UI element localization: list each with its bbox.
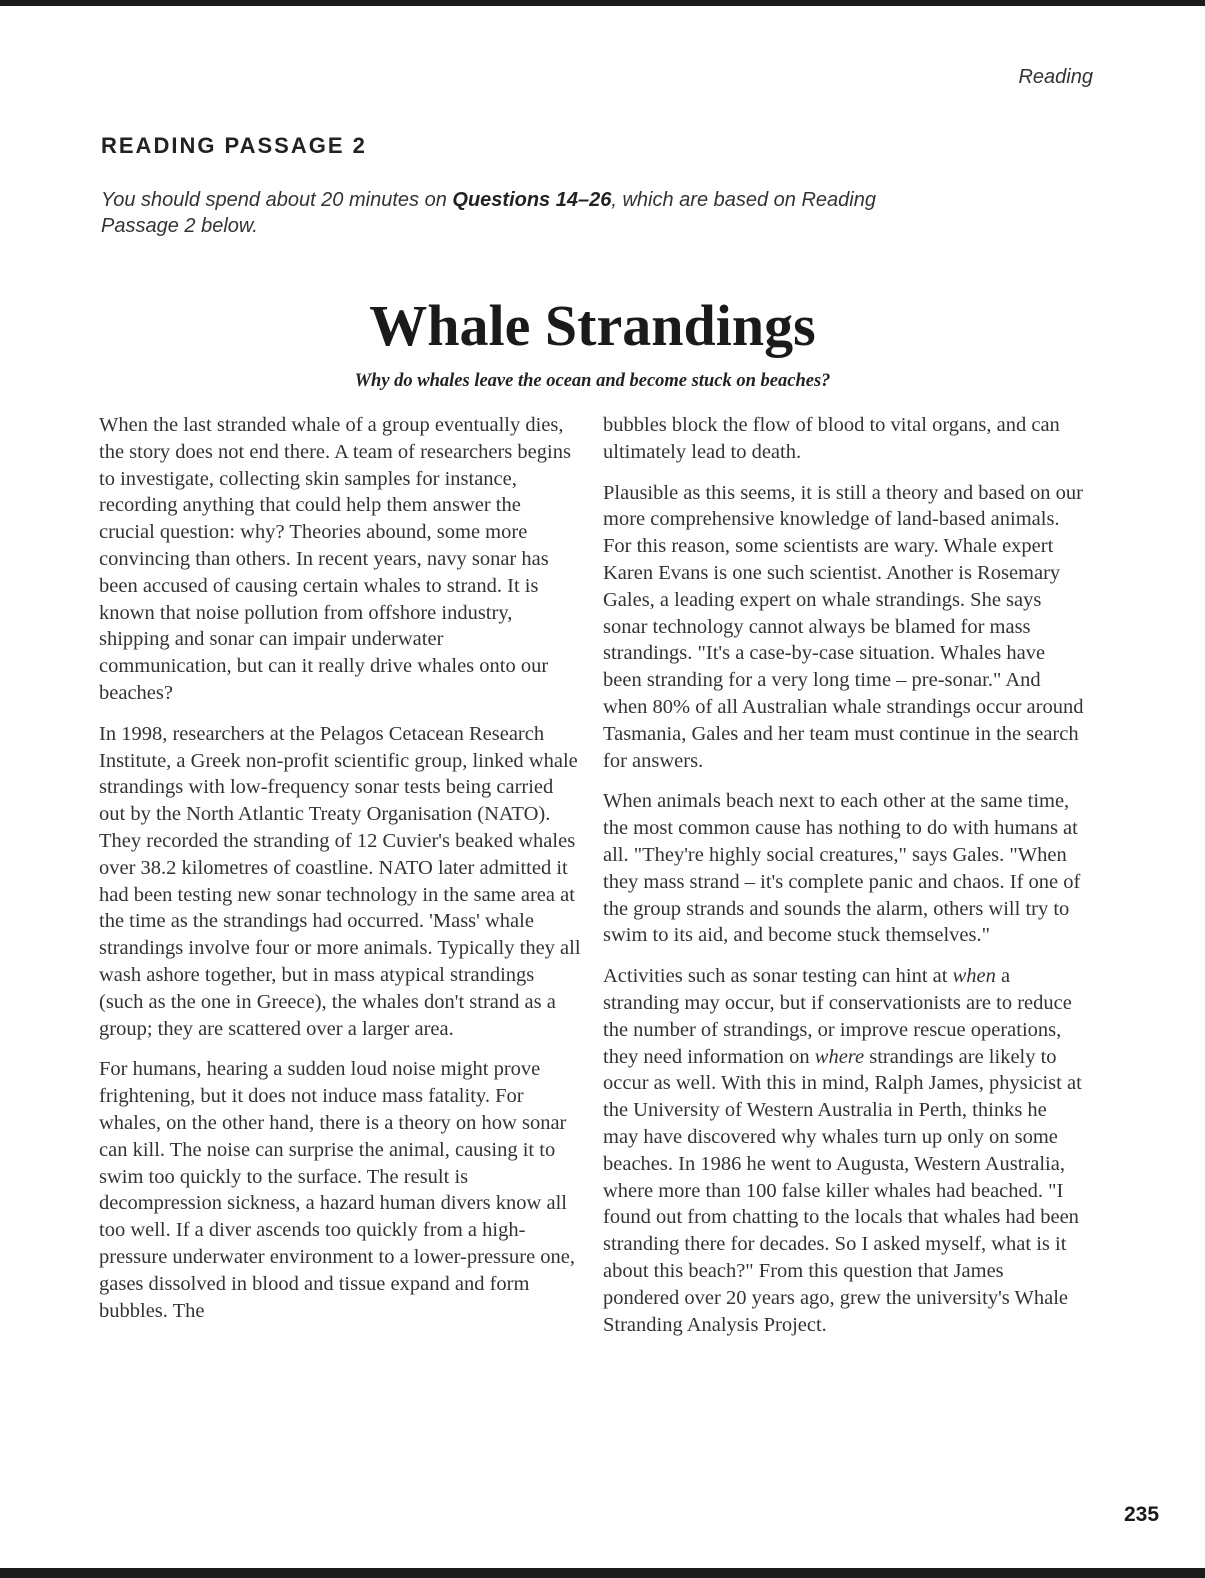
paragraph-text: strandings are likely to occur as well. With this in mind, Ralph James, physicist at the University of Western Australia in Perth, thinks he may have discovered why whales turn up only on some beaches. In 1986 he went to Augusta, Western Australia, where more than 100 false killer whales had beached. "I found out from chatting to the locals that whales had been stranding there for decades. So I asked myself, what is it about this beach?" From this question that James pondered over 20 years ago, grew the university's Whale Stranding Analysis Project. <box>603 1045 1082 1336</box>
instruction-prefix: You should spend about 20 minutes on <box>101 189 453 211</box>
emphasis-where: where <box>814 1045 865 1068</box>
emphasis-when: when <box>952 965 996 988</box>
paragraph: When animals beach next to each other at the same time, the most common cause has nothing to do with humans at all. "They're highly social creatures," says Gales. "When they mass strand – it's complete panic and chaos. If one of the group strands and sounds the alarm, others will try to swim to its aid, and become stuck themselves." <box>603 790 1081 947</box>
article-subtitle: Why do whales leave the ocean and become stuck on beaches? <box>354 371 831 391</box>
running-head: Reading <box>1018 66 1093 88</box>
article-title: Whale Strandings <box>369 293 816 358</box>
paragraph: For humans, hearing a sudden loud noise might prove frightening, but it does not induce mass fatality. For whales, on the other hand, there is a theory on how sonar can kill. The noise can surprise the animal, causing it to swim too quickly to the surface. The result is decompression sickness, a hazard human divers know all too well. If a diver ascends too quickly from a high-pressure underwater environment to a lower-pressure one, gases dissolved in blood and tissue expand and form bubbles. The <box>99 1058 576 1322</box>
paragraph-text: a stranding may occur, but if conservationists are to reduce the number of strandings, or improve rescue operations, they need information on <box>603 965 1072 1068</box>
top-border <box>0 0 1205 6</box>
bottom-border <box>0 1568 1205 1578</box>
paragraph: In 1998, researchers at the Pelagos Cetacean Research Institute, a Greek non-profit scientific group, linked whale strandings with low-frequency sonar tests being carried out by the North Atlantic Treaty Organisation (NATO). They recorded the stranding of 12 Cuvier's beaked whales over 38.2 kilometres of coastline. NATO later admitted it had been testing new sonar technology in the same area at the time as the strandings had occurred. 'Mass' whale strandings involve four or more animals. Typically they all wash ashore together, but in mass atypical strandings (such as the one in Greece), the whales don't strand as a group; they are scattered over a larger area. <box>99 722 581 1040</box>
paragraph: When the last stranded whale of a group eventually dies, the story does not end there. A team of researchers begins to investigate, collecting skin samples for instance, recording anything that could help them answer the crucial question: why? Theories abound, some more convincing than others. In recent years, navy sonar has been accused of causing certain whales to strand. It is known that noise pollution from offshore industry, shipping and sonar can impair underwater communication, but can it really drive whales onto our beaches? <box>99 414 571 704</box>
paragraph-last <box>603 963 1085 1338</box>
page-number: 235 <box>1124 1503 1160 1526</box>
right-column <box>603 412 1085 1352</box>
passage-label: READING PASSAGE 2 <box>101 133 367 158</box>
paragraph: Plausible as this seems, it is still a theory and based on our more comprehensive knowledge of land-based animals. For this reason, some scientists are wary. Whale expert Karen Evans is one such scientist. Another is Rosemary Gales, a leading expert on whale strandings. She says sonar technology cannot always be blamed for mass strandings. "It's a case-by-case situation. Whales have been stranding for a very long time – pre-sonar." And when 80% of all Australian whale strandings occur around Tasmania, Gales and her team must continue in the search for answers. <box>603 481 1084 772</box>
instructions <box>101 187 901 239</box>
instruction-questions: Questions 14–26 <box>452 189 612 211</box>
instruction-suffix: , which are based on Reading Passage 2 below. <box>101 189 876 237</box>
paragraph-text: Activities such as sonar testing can hint at <box>603 965 953 988</box>
left-column <box>99 412 581 1338</box>
paragraph: bubbles block the flow of blood to vital organs, and can ultimately lead to death. <box>603 414 1060 463</box>
